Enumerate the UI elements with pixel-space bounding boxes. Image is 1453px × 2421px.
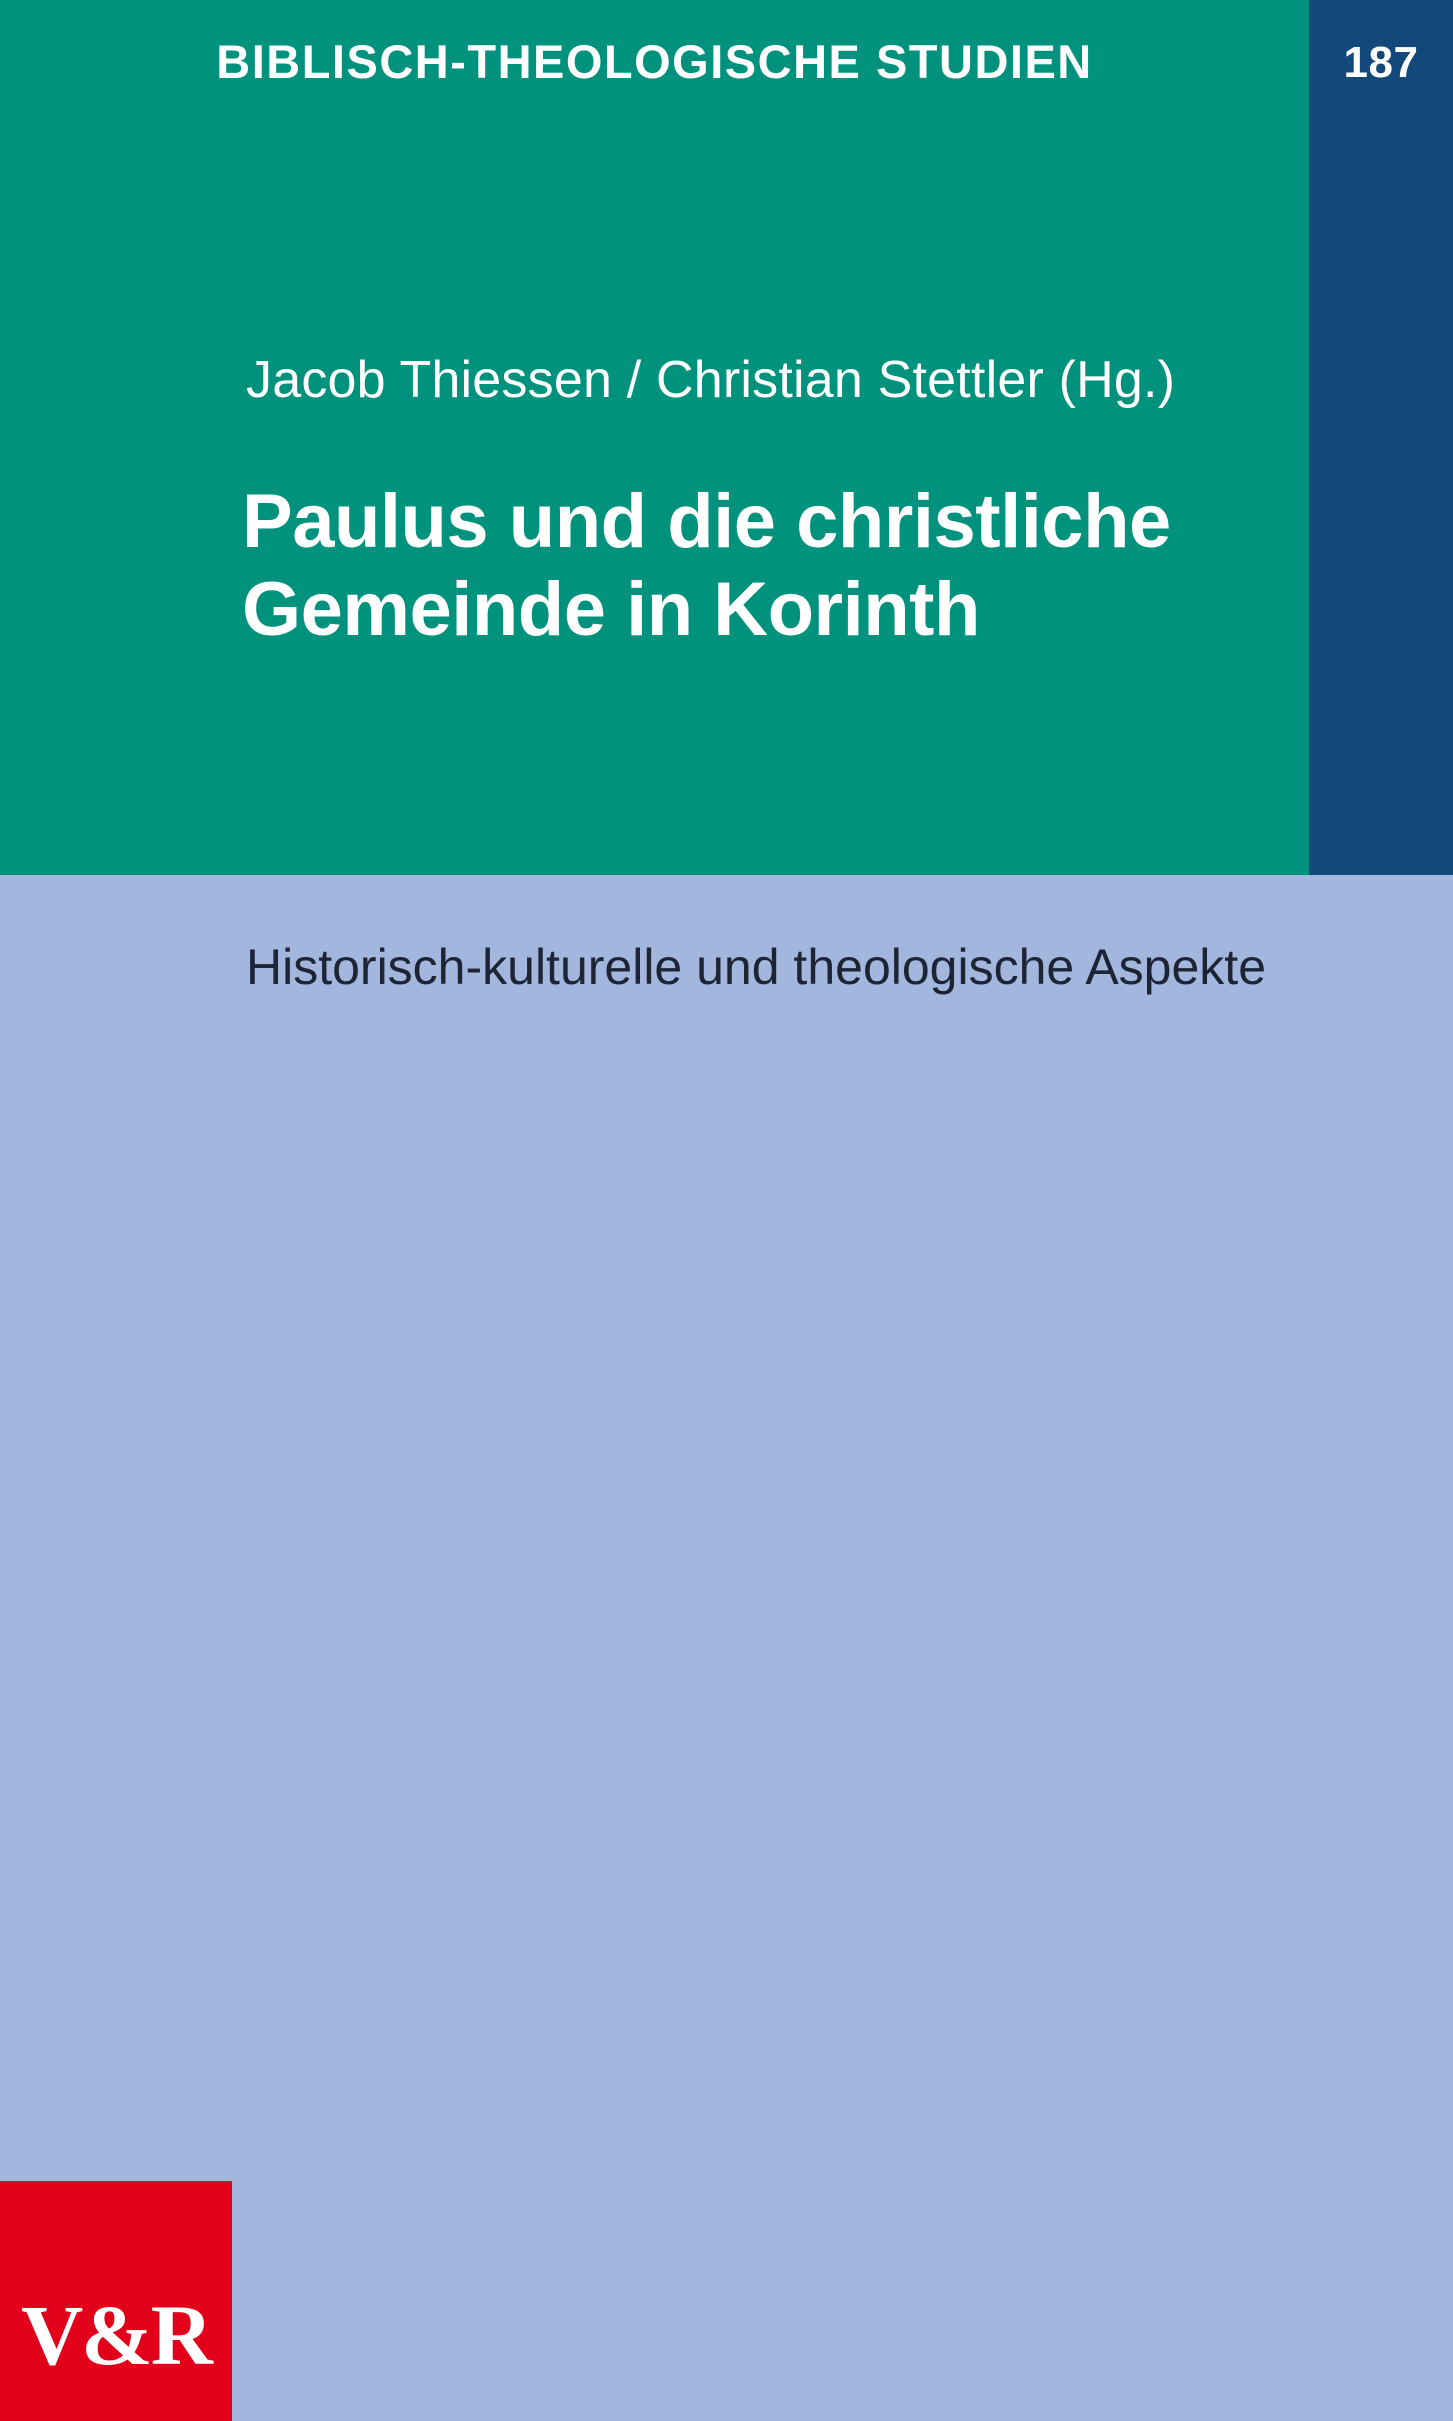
volume-number: 187 [1343,38,1419,87]
book-title: Paulus und die christliche Gemeinde in Korinth [242,479,1171,653]
publisher-logo-text: V&R [21,2287,211,2383]
publisher-logo [0,2181,232,2421]
volume-number-block [1309,0,1453,875]
book-subtitle: Historisch-kulturelle und theologische Aspekte [246,939,1266,995]
series-title: BIBLISCH-THEOLOGISCHE STUDIEN [216,35,1093,88]
series-band [0,0,1309,875]
editors-line: Jacob Thiessen / Christian Stettler (Hg.) [246,351,1176,409]
